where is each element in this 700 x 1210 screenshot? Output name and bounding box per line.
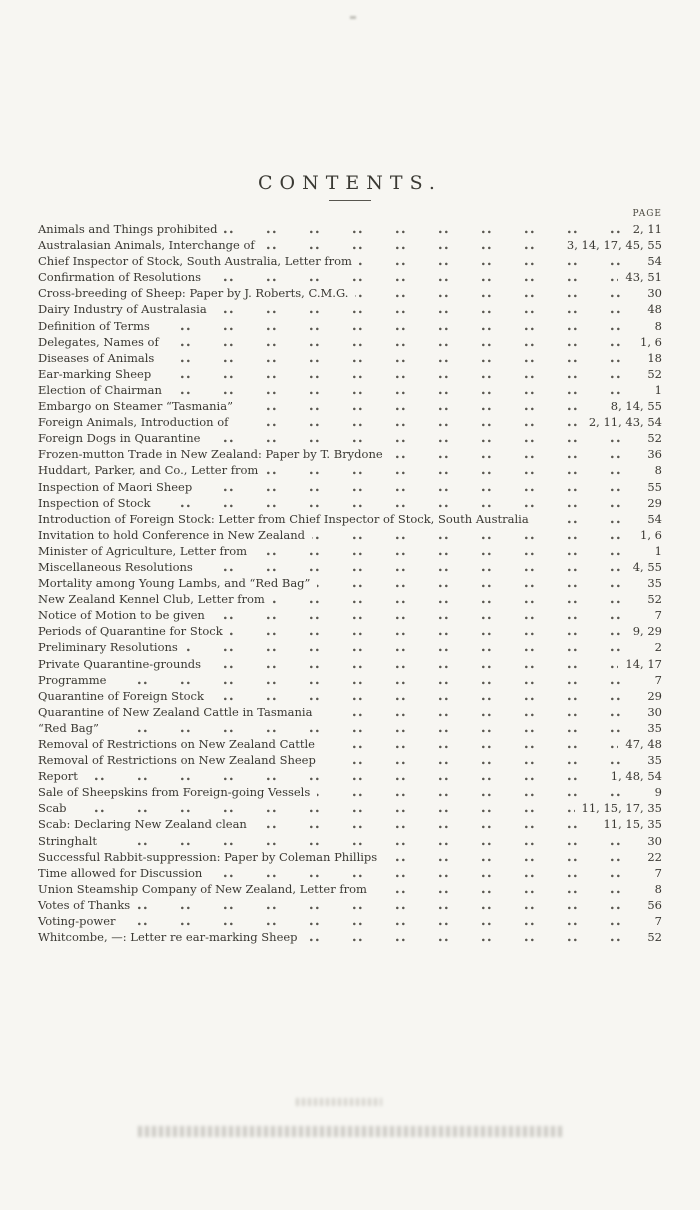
toc-entry — [38, 495, 662, 511]
toc-entry-pages: 30 — [640, 704, 662, 720]
toc-entry — [38, 833, 662, 849]
toc-entry-title: Notice of Motion to be given — [38, 607, 212, 623]
scan-artifact-small — [296, 1098, 382, 1106]
toc-entry — [38, 672, 662, 688]
toc-entry — [38, 301, 662, 317]
toc-entry-title: Scab: Declaring New Zealand clean — [38, 816, 254, 832]
toc-entry-title: “Red Bag” — [38, 720, 106, 736]
toc-entry-pages: 54 — [640, 253, 662, 269]
toc-entry-pages: 4, 55 — [626, 559, 662, 575]
toc-entry-title: Frozen-mutton Trade in New Zealand: Paper by T. Brydone — [38, 446, 390, 462]
toc-entry-pages: 1, 6 — [633, 334, 662, 350]
toc-entry — [38, 430, 662, 446]
toc-entry — [38, 913, 662, 929]
toc-entry-title: Miscellaneous Resolutions — [38, 559, 200, 575]
toc-entry-title: Embargo on Steamer “Tasmania” — [38, 398, 240, 414]
toc-entry-pages: 55 — [640, 479, 662, 495]
toc-entry-pages: 48 — [640, 301, 662, 317]
toc-entry-pages: 1, 48, 54 — [604, 768, 662, 784]
page-title: CONTENTS. — [258, 172, 442, 194]
toc-entry-title: Foreign Animals, Introduction of — [38, 414, 235, 430]
toc-entry-pages: 30 — [640, 285, 662, 301]
toc-entry-pages: 7 — [648, 672, 662, 688]
toc-entry-title: Removal of Restrictions on New Zealand Sheep — [38, 752, 323, 768]
toc-entry — [38, 656, 662, 672]
toc-entry-pages: 22 — [640, 849, 662, 865]
toc-entry-title: Election of Chairman — [38, 382, 169, 398]
toc-entry-title: Whitcombe, —: Letter re ear-marking Sheep — [38, 929, 305, 945]
toc-entry-pages: 11, 15, 17, 35 — [575, 800, 662, 816]
toc-entry — [38, 752, 662, 768]
toc-entry-title: Successful Rabbit-suppression: Paper by Coleman Phillips — [38, 849, 384, 865]
toc-entry — [38, 366, 662, 382]
toc-entry-pages: 8 — [648, 462, 662, 478]
toc-entry — [38, 768, 662, 784]
toc-entry-title: Union Steamship Company of New Zealand, Letter from — [38, 881, 374, 897]
toc-entry — [38, 897, 662, 913]
toc-entry-title: Chief Inspector of Stock, South Australia, Letter from — [38, 253, 359, 269]
toc-entry-title: Scab — [38, 800, 74, 816]
toc-entry — [38, 269, 662, 285]
toc-entry-pages: 43, 51 — [618, 269, 662, 285]
toc-entry-pages: 7 — [648, 607, 662, 623]
toc-entry-title: Diseases of Animals — [38, 350, 161, 366]
toc-entry — [38, 575, 662, 591]
toc-entry-pages: 9, 29 — [626, 623, 662, 639]
toc-entry — [38, 221, 662, 237]
scan-artifact-top — [350, 16, 356, 19]
toc-entry-pages: 56 — [640, 897, 662, 913]
toc-entry-title: Mortality among Young Lambs, and “Red Bag” — [38, 575, 317, 591]
toc-entry — [38, 350, 662, 366]
toc-entry-pages: 36 — [640, 446, 662, 462]
toc-entry-title: Inspection of Maori Sheep — [38, 479, 199, 495]
toc-entry-pages: 2 — [648, 639, 662, 655]
toc-entry — [38, 479, 662, 495]
toc-entry — [38, 414, 662, 430]
toc-entry-pages: 7 — [648, 865, 662, 881]
toc-entry-title: Animals and Things prohibited — [38, 221, 224, 237]
toc-entry-pages: 2, 11, 43, 54 — [582, 414, 662, 430]
toc-entry-title: Definition of Terms — [38, 318, 157, 334]
toc-entry-title: Invitation to hold Conference in New Zealand — [38, 527, 312, 543]
toc-entry — [38, 462, 662, 478]
toc-entry — [38, 784, 662, 800]
toc-entry-pages: 52 — [640, 591, 662, 607]
toc-entry — [38, 559, 662, 575]
toc-entry-title: Inspection of Stock — [38, 495, 157, 511]
toc-list — [38, 221, 662, 945]
toc-entry — [38, 929, 662, 945]
toc-entry-title: Voting-power — [38, 913, 123, 929]
toc-entry — [38, 800, 662, 816]
toc-entry-pages: 18 — [640, 350, 662, 366]
toc-entry-title: Sale of Sheepskins from Foreign-going Vessels — [38, 784, 317, 800]
toc-entry-title: Report — [38, 768, 85, 784]
toc-entry-pages: 14, 17 — [618, 656, 662, 672]
toc-entry — [38, 446, 662, 462]
toc-entry-pages: 3, 14, 17, 45, 55 — [560, 237, 662, 253]
toc-entry — [38, 639, 662, 655]
toc-entry-title: Delegates, Names of — [38, 334, 166, 350]
toc-entry-title: Private Quarantine-grounds — [38, 656, 208, 672]
toc-entry — [38, 623, 662, 639]
toc-entry — [38, 237, 662, 253]
toc-entry — [38, 543, 662, 559]
page-column-label: PAGE — [632, 209, 662, 219]
toc-entry-pages: 8 — [648, 881, 662, 897]
toc-entry-title: Removal of Restrictions on New Zealand Cattle — [38, 736, 322, 752]
toc-entry-pages: 29 — [640, 495, 662, 511]
toc-entry-pages: 1, 6 — [633, 527, 662, 543]
toc-entry — [38, 527, 662, 543]
scan-artifact-large — [138, 1126, 562, 1137]
title-rule — [329, 200, 371, 201]
toc-entry-title: Quarantine of New Zealand Cattle in Tasmania — [38, 704, 319, 720]
toc-entry-pages: 1 — [648, 543, 662, 559]
toc-entry-title: Australasian Animals, Interchange of — [38, 237, 262, 253]
toc-entry — [38, 816, 662, 832]
toc-entry-title: Cross-breeding of Sheep: Paper by J. Roberts, C.M.G. — [38, 285, 355, 301]
toc-entry-title: Introduction of Foreign Stock: Letter from Chief Inspector of Stock, South Australia — [38, 511, 536, 527]
toc-entry-pages: 54 — [640, 511, 662, 527]
toc-entry — [38, 736, 662, 752]
toc-entry-pages: 11, 15, 35 — [596, 816, 662, 832]
toc-entry-title: Votes of Thanks — [38, 897, 137, 913]
toc-entry-pages: 8 — [648, 318, 662, 334]
toc-entry — [38, 318, 662, 334]
toc-entry — [38, 334, 662, 350]
toc-entry-pages: 8, 14, 55 — [604, 398, 662, 414]
toc-entry-title: Minister of Agriculture, Letter from — [38, 543, 254, 559]
toc-entry-title: Ear-marking Sheep — [38, 366, 158, 382]
toc-entry-title: Confirmation of Resolutions — [38, 269, 208, 285]
toc-entry-pages: 29 — [640, 688, 662, 704]
toc-entry — [38, 511, 662, 527]
toc-entry — [38, 704, 662, 720]
toc-entry — [38, 253, 662, 269]
toc-entry — [38, 382, 662, 398]
toc-entry — [38, 607, 662, 623]
toc-entry-pages: 35 — [640, 752, 662, 768]
toc-entry-title: Dairy Industry of Australasia — [38, 301, 214, 317]
toc-entry — [38, 865, 662, 881]
toc-entry-pages: 30 — [640, 833, 662, 849]
toc-entry — [38, 720, 662, 736]
toc-entry-title: Time allowed for Discussion — [38, 865, 209, 881]
toc-entry-pages: 47, 48 — [618, 736, 662, 752]
toc-entry — [38, 398, 662, 414]
toc-entry-title: Programme — [38, 672, 114, 688]
toc-entry-pages: 9 — [648, 784, 662, 800]
toc-entry-pages: 35 — [640, 575, 662, 591]
toc-entry-title: Quarantine of Foreign Stock — [38, 688, 211, 704]
toc-entry-title: Periods of Quarantine for Stock — [38, 623, 230, 639]
toc-entry-pages: 52 — [640, 430, 662, 446]
toc-entry-title: Huddart, Parker, and Co., Letter from — [38, 462, 265, 478]
toc-entry-title: New Zealand Kennel Club, Letter from — [38, 591, 272, 607]
toc-entry — [38, 881, 662, 897]
toc-entry — [38, 688, 662, 704]
toc-entry-title: Preliminary Resolutions — [38, 639, 185, 655]
toc-entry-pages: 52 — [640, 929, 662, 945]
toc-entry-pages: 7 — [648, 913, 662, 929]
toc-entry — [38, 849, 662, 865]
toc-entry-title: Stringhalt — [38, 833, 104, 849]
toc-entry-title: Foreign Dogs in Quarantine — [38, 430, 207, 446]
toc-entry-pages: 35 — [640, 720, 662, 736]
toc-entry-pages: 2, 11 — [626, 221, 662, 237]
toc-entry-pages: 1 — [648, 382, 662, 398]
toc-entry — [38, 285, 662, 301]
toc-entry-pages: 52 — [640, 366, 662, 382]
toc-entry — [38, 591, 662, 607]
